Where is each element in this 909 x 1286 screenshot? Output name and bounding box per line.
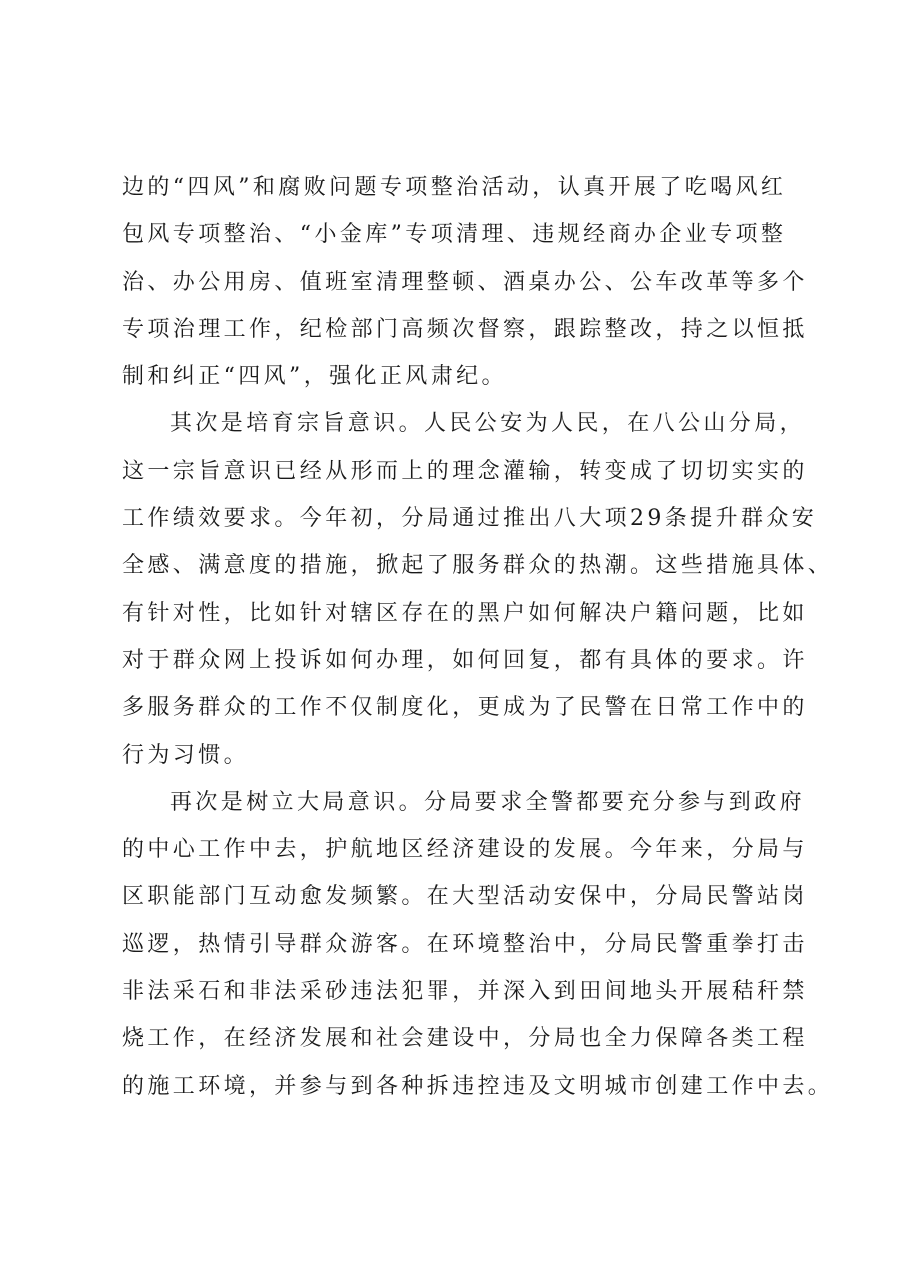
text-line: 边的“四风”和腐败问题专项整治活动，认真开展了吃喝风红 — [122, 175, 787, 200]
paragraph-start-line: 其次是培育宗旨意识。人民公安为人民，在八公山分局， — [170, 411, 806, 437]
text-line: 有针对性，比如针对辖区存在的黑户如何解决户籍问题，比如 — [122, 600, 808, 626]
text-line: 对于群众网上投诉如何办理，如何回复，都有具体的要求。许 — [122, 647, 808, 673]
text-line: 的施工环境，并参与到各种拆违控违及文明城市创建工作中去。 — [122, 1073, 834, 1099]
text-line: 专项治理工作，纪检部门高频次督察，跟踪整改，持之以恒抵 — [122, 316, 808, 342]
text-line: 治、办公用房、值班室清理整顿、酒桌办公、公车改革等多个 — [122, 269, 808, 295]
body-text — [122, 164, 834, 1110]
text-line: 的中心工作中去，护航地区经济建设的发展。今年来，分局与 — [122, 837, 808, 863]
text-line: 全感、满意度的措施，掀起了服务群众的热潮。这些措施具体、 — [122, 553, 834, 579]
text-line: 多服务群众的工作不仅制度化，更成为了民警在日常工作中的 — [122, 695, 808, 721]
text-line: 制和纠正“四风”，强化正风肃纪。 — [122, 364, 507, 390]
text-line: 行为习惯。 — [122, 742, 250, 768]
paragraph-start-line: 再次是树立大局意识。分局要求全警都要充分参与到政府 — [170, 789, 806, 815]
text-line: 工作绩效要求。今年初，分局通过推出八大项29条提升群众安 — [122, 506, 818, 532]
text-line: 非法采石和非法采砂违法犯罪，并深入到田间地头开展秸秆禁 — [122, 979, 808, 1005]
text-line: 包风专项整治、“小金库”专项清理、违规经商办企业专项整 — [122, 222, 787, 248]
text-line: 这一宗旨意识已经从形而上的理念灌输，转变成了切切实实的 — [122, 458, 808, 484]
text-line: 烧工作，在经济发展和社会建设中，分局也全力保障各类工程 — [122, 1026, 808, 1052]
text-line: 巡逻，热情引导群众游客。在环境整治中，分局民警重拳打击 — [122, 931, 808, 957]
text-line: 区职能部门互动愈发频繁。在大型活动安保中，分局民警站岗 — [122, 884, 808, 910]
